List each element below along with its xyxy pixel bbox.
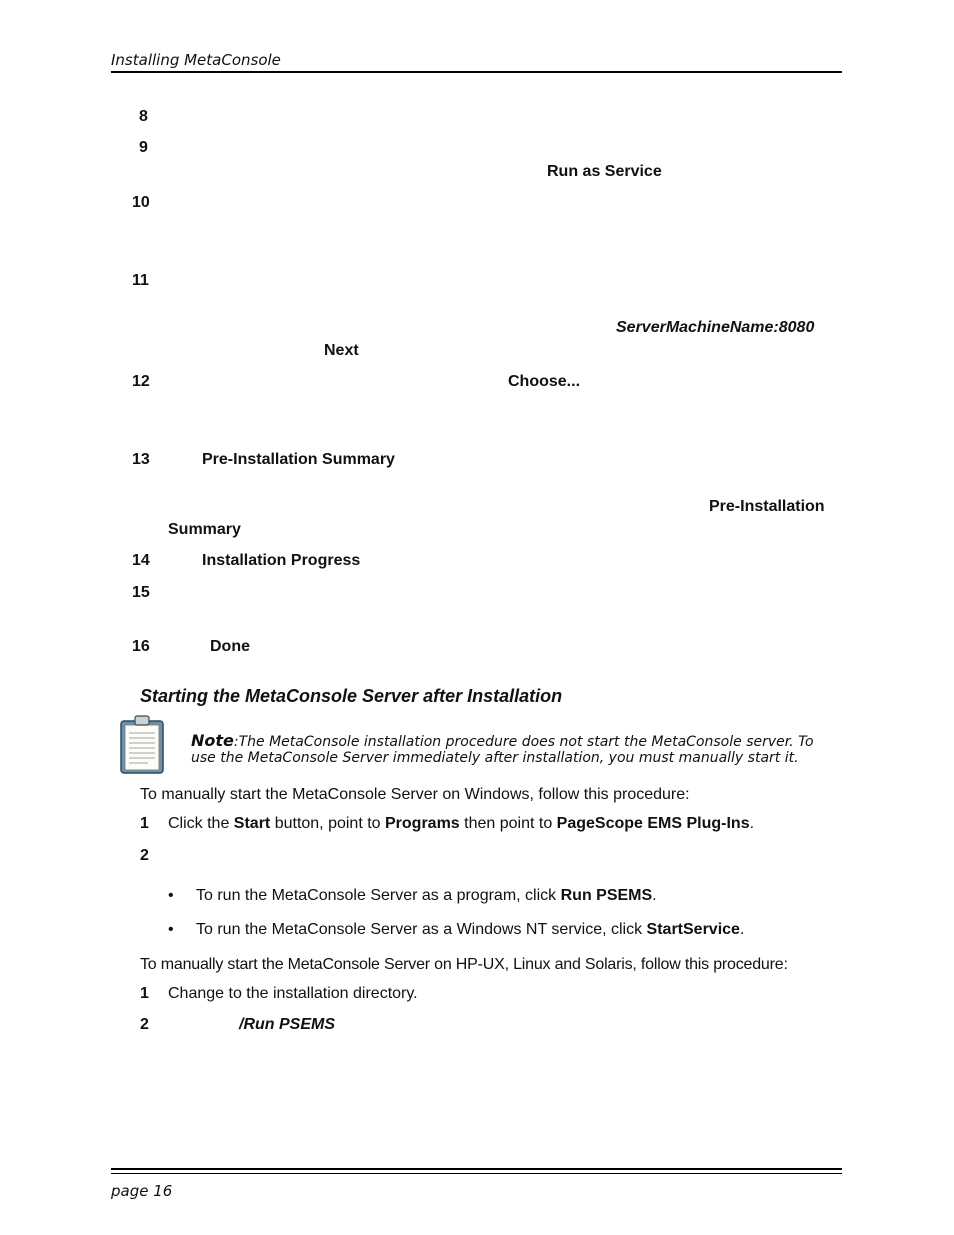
footer-rule-top: [111, 1168, 842, 1170]
windows-intro: To manually start the MetaConsole Server on Windows, follow this procedure:: [140, 786, 690, 803]
step-number: 2: [140, 1016, 149, 1033]
note-line-2: use the MetaConsole Server immediately after installation, you must manually start it.: [191, 750, 799, 766]
step-11-next: Next: [324, 342, 359, 359]
step-number: 2: [140, 847, 149, 864]
bullet-item: [196, 921, 744, 939]
run-psems-ref: Run PSEMS: [560, 887, 653, 904]
plugins-ref: PageScope EMS Plug-Ins: [556, 815, 750, 832]
step-number: 11: [132, 272, 149, 289]
running-header: Installing MetaConsole: [111, 51, 281, 69]
header-rule: [111, 71, 842, 73]
bullet-mark: •: [168, 887, 174, 904]
section-heading: Starting the MetaConsole Server after Installation: [140, 686, 563, 706]
note-text-1: :The MetaConsole installation procedure does not start the MetaConsole server. To: [233, 734, 814, 750]
text: .: [652, 887, 657, 904]
programs-ref: Programs: [385, 815, 460, 832]
text: .: [749, 815, 755, 832]
unix-step-1: Change to the installation directory.: [168, 985, 418, 1002]
bullet-item: [196, 887, 657, 905]
step-14-title: Installation Progress: [202, 552, 361, 569]
text: Click the: [168, 815, 234, 832]
start-service-ref: StartService: [646, 921, 740, 938]
bullet-mark: •: [168, 921, 174, 938]
step-number: 10: [132, 194, 150, 211]
clipboard-icon: [118, 715, 168, 775]
step-13-ref-a: Pre-Installation: [709, 498, 825, 515]
text: To run the MetaConsole Server as a program, click: [196, 887, 561, 904]
step-number: 14: [132, 552, 150, 569]
note-line-1: [191, 733, 814, 750]
text: then point to: [459, 815, 557, 832]
unix-intro: To manually start the MetaConsole Server on HP-UX, Linux and Solaris, follow this procedure:: [140, 956, 788, 973]
footer-rule-bottom: [111, 1173, 842, 1174]
step-9-bold: Run as Service: [547, 163, 662, 180]
step-number: 16: [132, 638, 150, 655]
text: .: [739, 921, 745, 938]
step-number: 15: [132, 584, 150, 601]
step-number: 8: [139, 108, 148, 125]
step-13-title: Pre-Installation Summary: [202, 451, 395, 468]
page-number: page 16: [111, 1182, 173, 1200]
text: button, point to: [270, 815, 385, 832]
step-number: 1: [140, 815, 149, 832]
step-number: 13: [132, 451, 150, 468]
step-13-ref-b: Summary: [168, 521, 241, 538]
step-number: 12: [132, 373, 150, 390]
windows-step-1: [168, 815, 754, 833]
step-11-server-address: ServerMachineName:8080: [616, 319, 815, 336]
step-12-choose: Choose...: [508, 373, 581, 390]
start-ref: Start: [233, 815, 271, 832]
step-number: 9: [139, 139, 148, 156]
text: To run the MetaConsole Server as a Windows NT service, click: [196, 921, 647, 938]
run-psems-command: /Run PSEMS: [239, 1016, 336, 1033]
step-16-done: Done: [210, 638, 250, 655]
step-number: 1: [140, 985, 149, 1002]
note-label: Note: [191, 731, 234, 750]
